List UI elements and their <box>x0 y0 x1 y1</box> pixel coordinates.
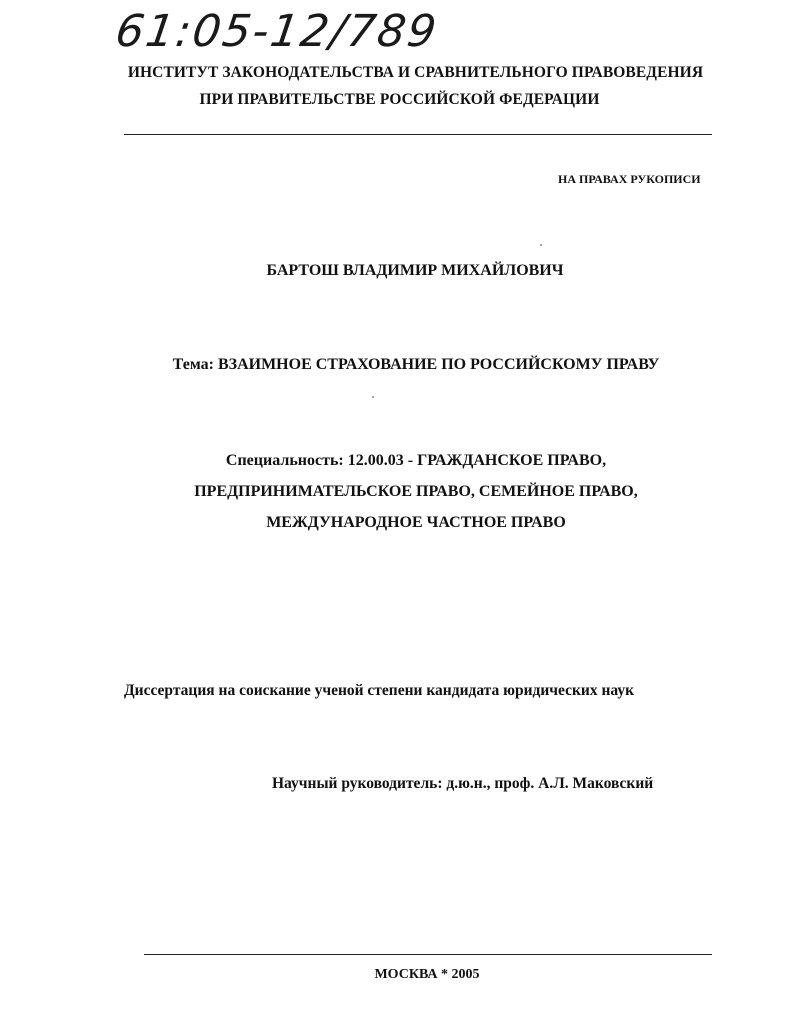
specialty-line-3: МЕЖДУНАРОДНОЕ ЧАСТНОЕ ПРАВО <box>266 514 566 531</box>
specialty-line-2: ПРЕДПРИНИМАТЕЛЬСКОЕ ПРАВО, СЕМЕЙНОЕ ПРАВО, <box>194 483 638 500</box>
scan-speck <box>540 244 542 246</box>
handwritten-catalog-number: 61:05-12/789 <box>112 6 442 57</box>
dissertation-degree-statement: Диссертация на соискание ученой степени кандидата юридических наук <box>124 682 635 699</box>
author-name: БАРТОШ ВЛАДИМИР МИХАЙЛОВИЧ <box>266 262 564 279</box>
city-and-year: МОСКВА * 2005 <box>374 967 480 982</box>
institution-name-line-1: ИНСТИТУТ ЗАКОНОДАТЕЛЬСТВА И СРАВНИТЕЛЬНОГО ПРАВОВЕДЕНИЯ <box>127 64 704 81</box>
dissertation-theme: Тема: ВЗАИМНОЕ СТРАХОВАНИЕ ПО РОССИЙСКОМУ ПРАВУ <box>172 356 660 373</box>
specialty-line-1: Специальность: 12.00.03 - ГРАЖДАНСКОЕ ПРАВО, <box>225 452 607 469</box>
header-divider <box>124 134 712 135</box>
scan-speck <box>372 396 374 398</box>
scientific-supervisor: Научный руководитель: д.ю.н., проф. А.Л. Маковский <box>272 775 654 792</box>
footer-divider <box>144 954 712 955</box>
institution-name-line-2: ПРИ ПРАВИТЕЛЬСТВЕ РОССИЙСКОЙ ФЕДЕРАЦИИ <box>199 91 600 108</box>
manuscript-rights-note: НА ПРАВАХ РУКОПИСИ <box>558 172 701 186</box>
